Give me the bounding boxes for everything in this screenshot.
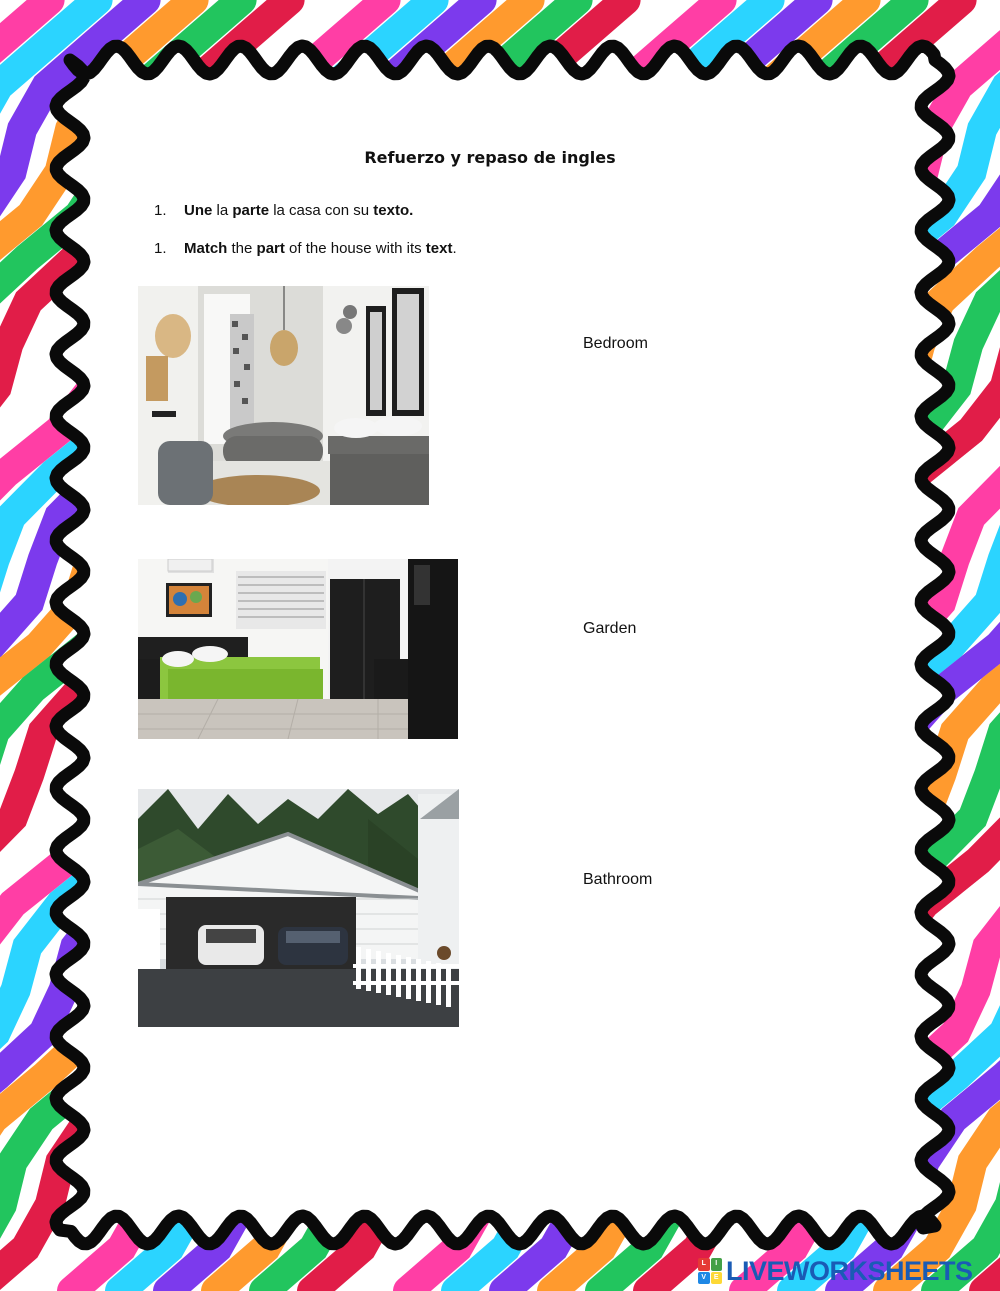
instruction-segment: . bbox=[452, 240, 457, 257]
instruction-segment: of the house with its bbox=[284, 240, 426, 257]
instruction-segment: la bbox=[212, 202, 233, 219]
worksheet-title: Refuerzo y repaso de ingles bbox=[364, 148, 616, 167]
instruction-segment: the bbox=[227, 240, 257, 257]
word-bedroom[interactable]: Bedroom bbox=[583, 335, 648, 352]
instruction-text bbox=[184, 240, 457, 257]
logo-letter: I bbox=[711, 1258, 723, 1271]
liveworksheets-brand bbox=[698, 1256, 973, 1286]
logo-letter: E bbox=[711, 1272, 723, 1285]
garage-photo bbox=[138, 789, 459, 1027]
instruction-number: 1. bbox=[154, 202, 167, 219]
logo-letter: L bbox=[698, 1258, 710, 1271]
instruction-segment: part bbox=[256, 240, 285, 257]
bedroom-photo bbox=[138, 559, 458, 739]
bathroom-photo bbox=[138, 286, 429, 505]
word-garden[interactable]: Garden bbox=[583, 620, 637, 637]
liveworksheets-logo-icon bbox=[698, 1258, 722, 1284]
instruction-segment: Une bbox=[184, 202, 213, 219]
word-bathroom[interactable]: Bathroom bbox=[583, 871, 653, 888]
instruction-spanish bbox=[154, 202, 413, 219]
instruction-segment: text bbox=[425, 240, 453, 257]
instruction-segment: Match bbox=[184, 240, 228, 257]
logo-letter: V bbox=[698, 1272, 710, 1285]
instruction-segment: texto. bbox=[373, 202, 414, 219]
liveworksheets-wordmark: LIVEWORKSHEETS bbox=[726, 1255, 973, 1286]
instruction-segment: la casa con su bbox=[269, 202, 374, 219]
instruction-number: 1. bbox=[154, 240, 167, 257]
instruction-text bbox=[184, 202, 413, 219]
instruction-segment: parte bbox=[232, 202, 270, 219]
worksheet-page bbox=[130, 120, 870, 1170]
instruction-english bbox=[154, 240, 457, 257]
